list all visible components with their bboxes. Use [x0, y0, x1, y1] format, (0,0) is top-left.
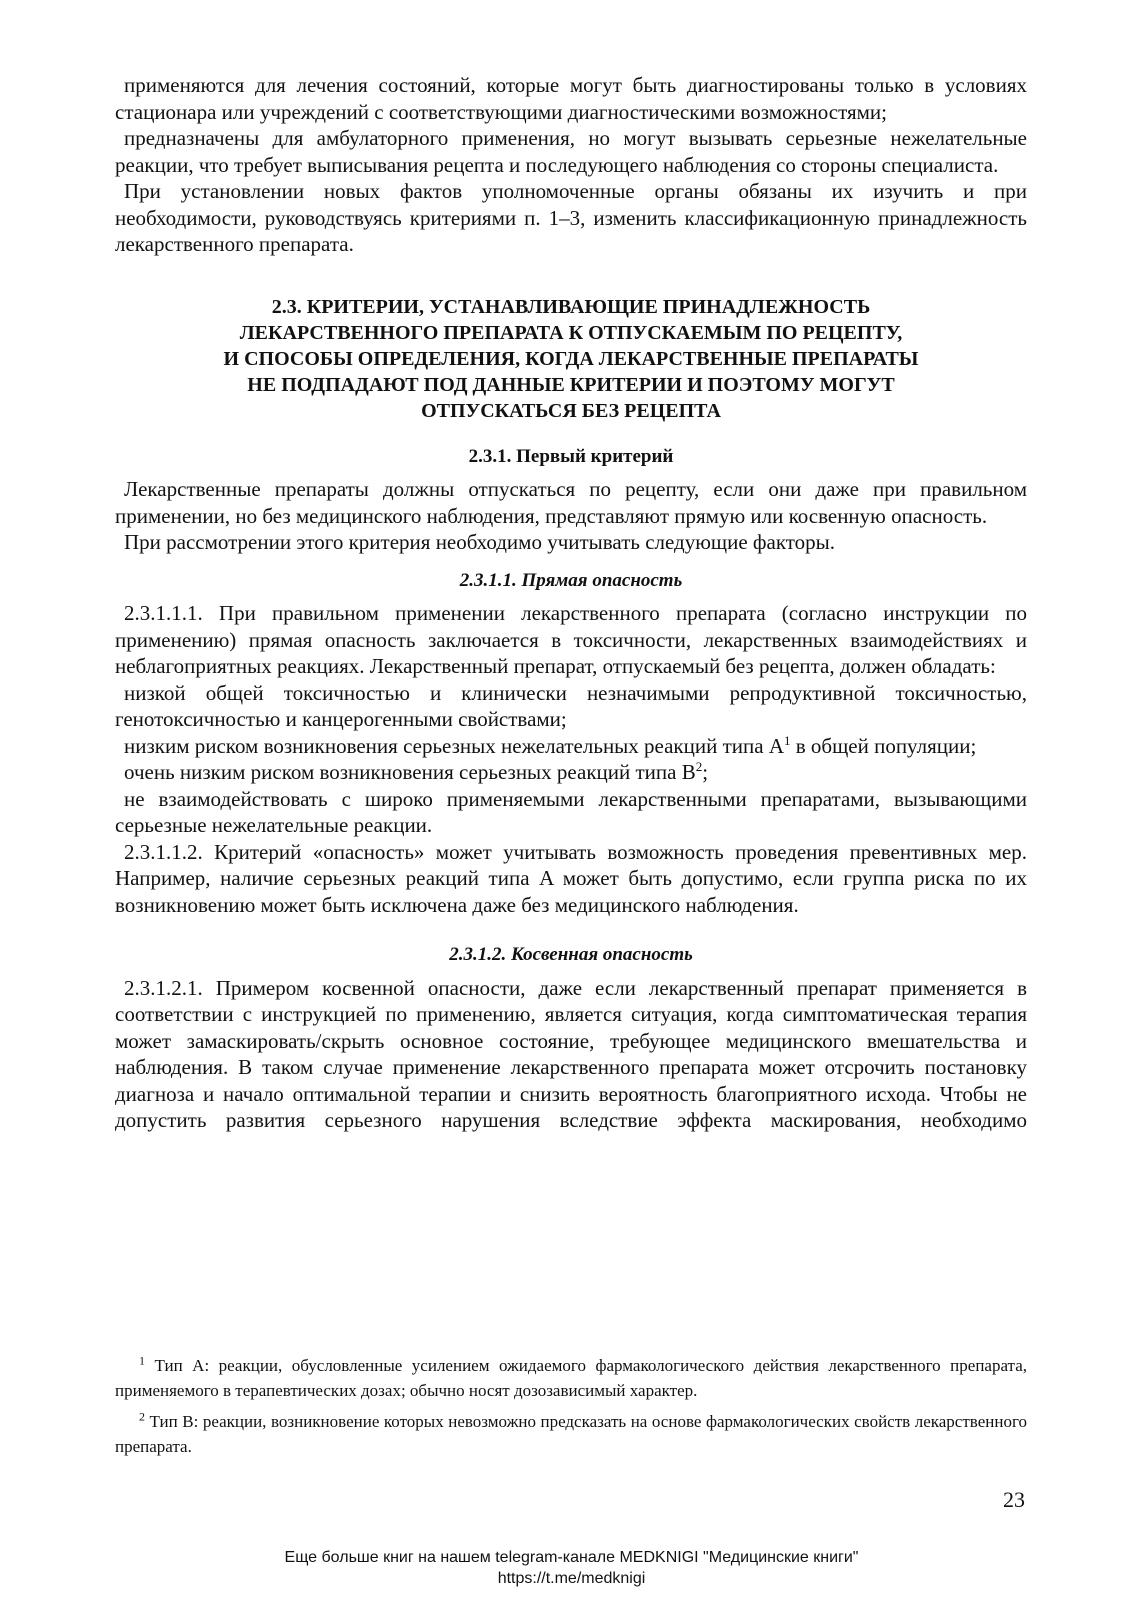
paragraph: 2.3.1.2.1. Примером косвенной опасности, даже если лекарственный препарат применяется в соответствии с инструкцией по применению, является ситуация, когда симптоматическая терапия может замаскировать/скрыть основное состояние, требующее медицинского вмешательства и наблюдения. В таком случае применение лекарственного препарата может отсрочить постановку диагноза и начало оптимальной терапии и снизить вероятность благоприятного исхода. Чтобы не допустить развития серьезного нарушения вследствие эффекта маскирования, необходимо [115, 975, 1027, 1132]
footnote-text: Тип A: реакции, обусловленные усилением ожидаемого фармакологического действия лекарственного препарата, применяемого в терапевтических дозах; обычно носят дозозависимый характер. [115, 1356, 1027, 1400]
list-item: не взаимодействовать с широко применяемыми лекарственными препаратами, вызывающими серьезные нежелательные реакции. [115, 786, 1027, 837]
footnote-mark: 2 [139, 1409, 145, 1424]
list-item-tail: ; [702, 760, 709, 784]
paragraph: Лекарственные препараты должны отпускаться по рецепту, если они даже при правильном применении, но без медицинского наблюдения, представляют прямую или косвенную опасность. [115, 477, 1027, 528]
list-item [115, 733, 1027, 760]
section-heading-line: ЛЕКАРСТВЕННОГО ПРЕПАРАТА К ОТПУСКАЕМЫМ ПО РЕЦЕПТУ, [239, 321, 903, 344]
subsection-heading: 2.3.1. Первый критерий [468, 445, 674, 467]
footnote-ref: 1 [784, 732, 791, 748]
footnotes [115, 1353, 1027, 1465]
subsubsection-heading: 2.3.1.1. Прямая опасность [459, 569, 683, 591]
section-heading-line: 2.3. КРИТЕРИИ, УСТАНАВЛИВАЮЩИЕ ПРИНАДЛЕЖНОСТЬ [271, 295, 871, 318]
list-item: низкой общей токсичностью и клинически незначимыми репродуктивной токсичностью, генотоксичностью и канцерогенными свойствами; [115, 680, 1027, 731]
list-item-tail: в общей популяции; [790, 733, 977, 758]
promo-text: Еще больше книг на нашем telegram-канале MEDKNIGI "Медицинские книги" [284, 1549, 859, 1566]
paragraph: При рассмотрении этого критерия необходимо учитывать следующие факторы. [124, 530, 836, 554]
footnote-mark: 1 [139, 1353, 145, 1368]
page-number: 23 [1003, 1487, 1025, 1512]
list-item-text: низким риском возникновения серьезных нежелательных реакций типа A [124, 733, 784, 758]
paragraph: 2.3.1.1.1. При правильном применении лекарственного препарата (согласно инструкции по применению) прямая опасность заключается в токсичности, лекарственных взаимодействиях и неблагоприятных реакциях. Лекарственный препарат, отпускаемый без рецепта, должен обладать: [115, 601, 1027, 678]
intro-paragraph: При установлении новых фактов уполномоченные органы обязаны их изучить и при необходимости, руководствуясь критериями п. 1–3, изменить классификационную принадлежность лекарственного препарата. [115, 179, 1027, 256]
page-body [115, 72, 1027, 1134]
section-heading-line: НЕ ПОДПАДАЮТ ПОД ДАННЫЕ КРИТЕРИИ И ПОЭТОМУ МОГУТ [247, 373, 895, 396]
section-heading-line: ОТПУСКАТЬСЯ БЕЗ РЕЦЕПТА [421, 399, 721, 422]
section-heading [115, 294, 1027, 424]
paragraph: 2.3.1.1.2. Критерий «опасность» может учитывать возможность проведения превентивных мер. Например, наличие серьезных реакций типа A может быть допустимо, если группа риска по их возникновению может быть исключена даже без медицинского наблюдения. [115, 839, 1027, 917]
list-item-text: очень низким риском возникновения серьезных реакций типа B [124, 760, 696, 784]
promo-link[interactable]: https://t.me/medknigi [497, 1570, 646, 1587]
footnote [115, 1353, 1027, 1403]
footnote-text: Тип B: реакции, возникновение которых невозможно предсказать на основе фармакологических свойств лекарственного препарата. [115, 1412, 1027, 1456]
intro-paragraph: применяются для лечения состояний, которые могут быть диагностированы только в условиях стационара или учреждений с соответствующими диагностическими возможностями; [115, 73, 1027, 124]
list-item [115, 759, 1027, 786]
promo-banner [0, 1547, 1143, 1589]
footnote [115, 1409, 1027, 1459]
section-heading-line: И СПОСОБЫ ОПРЕДЕЛЕНИЯ, КОГДА ЛЕКАРСТВЕННЫЕ ПРЕПАРАТЫ [223, 347, 919, 370]
intro-paragraph: предназначены для амбулаторного применения, но могут вызывать серьезные нежелательные реакции, что требует выписывания рецепта и последующего наблюдения со стороны специалиста. [115, 126, 1027, 177]
subsubsection-heading: 2.3.1.2. Косвенная опасность [449, 944, 693, 965]
footnote-ref: 2 [695, 759, 703, 774]
